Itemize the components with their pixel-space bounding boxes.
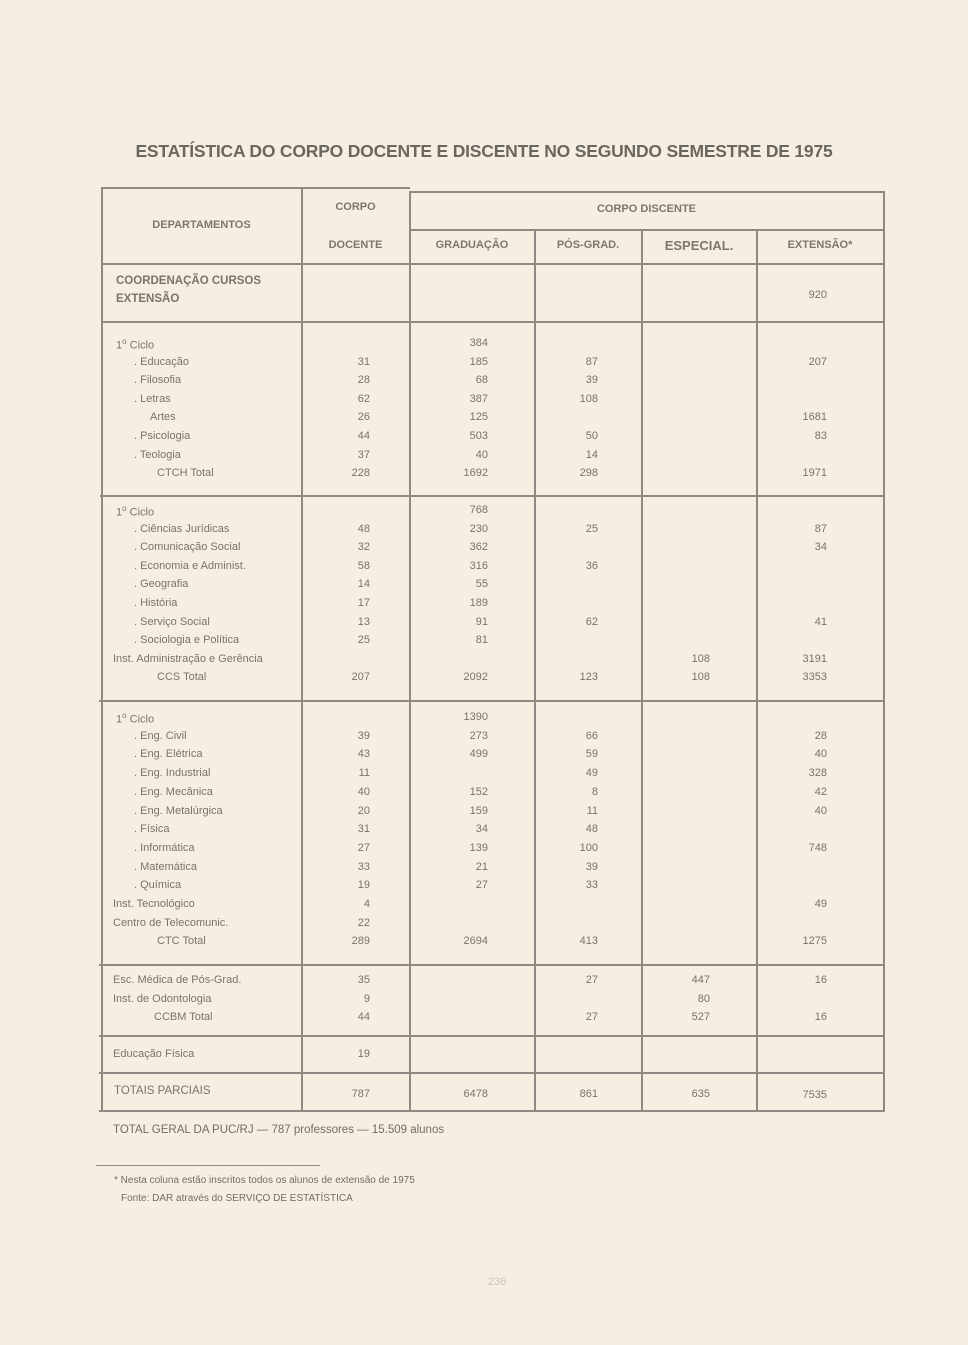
cell-docente: 20 — [357, 805, 370, 817]
table-top-border-left — [101, 187, 410, 189]
cell-docente: 19 — [357, 879, 370, 891]
row-label: 1$^o$ Ciclo — [116, 711, 155, 726]
cell-grad: 387 — [469, 393, 488, 405]
cell-pos: 27 — [585, 974, 598, 986]
page-title: ESTATÍSTICA DO CORPO DOCENTE E DISCENTE NO SEGUNDO SEMESTRE DE 1975 — [135, 141, 833, 161]
cell-pos: 123 — [579, 671, 598, 683]
row-label: 1$^o$ Ciclo — [116, 504, 155, 519]
row-label: . Letras — [134, 393, 171, 405]
total-geral: TOTAL GERAL DA PUC/RJ — 787 professores — 15.509 alunos — [113, 1124, 445, 1136]
cell-grad: 2092 — [463, 671, 488, 683]
totais-extensao: 7535 — [802, 1089, 827, 1101]
cell-docente: 62 — [357, 393, 370, 405]
cell-pos: 25 — [585, 523, 598, 535]
row-label: . Serviço Social — [134, 616, 210, 628]
cell-docente: 48 — [357, 523, 370, 535]
header-docente: DOCENTE — [328, 239, 383, 251]
row-label: . Matemática — [134, 861, 197, 873]
cell-docente: 39 — [357, 730, 370, 742]
cell-esp: 108 — [691, 671, 710, 683]
row-label: . Informática — [134, 842, 195, 854]
cell-ext: 40 — [814, 805, 827, 817]
cell-pos: 49 — [585, 767, 598, 779]
cell-esp: 527 — [691, 1011, 710, 1023]
row-total-label: CCBM Total — [154, 1011, 213, 1023]
cell-grad: 40 — [475, 449, 488, 461]
row-label: Inst. Tecnológico — [113, 898, 195, 910]
cell-ext: 49 — [814, 898, 827, 910]
cell-ext: 748 — [808, 842, 827, 854]
cell-ext: 42 — [814, 786, 827, 798]
cell-ext: 1275 — [802, 935, 827, 947]
cell-docente: 26 — [357, 411, 370, 423]
cell-ext: 16 — [814, 1011, 827, 1023]
cell-docente: 44 — [357, 430, 370, 442]
cell-docente: 35 — [357, 974, 370, 986]
row-label: . Teologia — [134, 449, 181, 461]
cell-pos: 39 — [585, 374, 598, 386]
cell-pos: 14 — [585, 449, 598, 461]
totais-graduacao: 6478 — [463, 1088, 488, 1100]
section-rule — [99, 964, 885, 966]
footnote-rule — [96, 1165, 320, 1166]
cell-docente: 58 — [357, 560, 370, 572]
cell-pos: 413 — [579, 935, 598, 947]
cell-docente: 4 — [363, 898, 370, 910]
cell-grad: 27 — [475, 879, 488, 891]
cell-pos: 62 — [585, 616, 598, 628]
cell-pos: 33 — [585, 879, 598, 891]
totais-especial: 635 — [691, 1088, 710, 1100]
row-label: Centro de Telecomunic. — [113, 917, 229, 929]
row-total-label: CTC Total — [157, 935, 206, 947]
row-total-label: CCS Total — [157, 671, 207, 683]
row-label: 1$^o$ Ciclo — [116, 337, 155, 352]
coordenacao-label-line1: COORDENAÇÃO CURSOS — [116, 275, 262, 287]
cell-ext: 1971 — [802, 467, 827, 479]
row-label: Artes — [150, 411, 176, 423]
cell-grad: 384 — [469, 337, 488, 349]
cell-pos: 298 — [579, 467, 598, 479]
footnote: * Nesta coluna estão inscritos todos os alunos de extensão de 1975 — [114, 1175, 415, 1186]
cell-pos: 8 — [591, 786, 598, 798]
cell-grad: 1692 — [463, 467, 488, 479]
table-top-border-right — [410, 191, 885, 193]
cell-esp: 108 — [691, 653, 710, 665]
coordenacao-extensao: 920 — [808, 289, 827, 301]
cell-grad: 768 — [469, 504, 488, 516]
cell-docente: 9 — [363, 993, 370, 1005]
cell-grad: 139 — [469, 842, 488, 854]
cell-pos: 11 — [586, 805, 598, 817]
cell-grad: 159 — [469, 805, 488, 817]
cell-grad: 230 — [469, 523, 488, 535]
cell-grad: 34 — [475, 823, 488, 835]
section-rule — [99, 1035, 885, 1037]
row-label: . Eng. Civil — [134, 730, 187, 742]
cell-ext: 3353 — [802, 671, 827, 683]
page-number: 236 — [488, 1276, 507, 1288]
coordenacao-label-line2: EXTENSÃO — [116, 293, 180, 305]
cell-grad: 189 — [469, 597, 488, 609]
row-label: . Educação — [134, 356, 190, 368]
cell-pos: 87 — [585, 356, 598, 368]
cell-docente: 19 — [357, 1048, 370, 1060]
cell-grad: 2694 — [463, 935, 488, 947]
cell-grad: 55 — [475, 578, 488, 590]
cell-ext: 83 — [814, 430, 827, 442]
header-corpo: CORPO — [335, 201, 376, 213]
cell-esp: 447 — [691, 974, 710, 986]
row-label: Educação Física — [113, 1048, 195, 1060]
row-label: . Ciências Jurídicas — [134, 523, 230, 535]
cell-grad: 21 — [475, 861, 488, 873]
row-label: . Filosofia — [134, 374, 182, 386]
cell-docente: 228 — [351, 467, 370, 479]
cell-docente: 44 — [357, 1011, 370, 1023]
row-total-label: CTCH Total — [157, 467, 214, 479]
cell-grad: 91 — [475, 616, 488, 628]
cell-ext: 40 — [814, 748, 827, 760]
row-label: . Eng. Elétrica — [134, 748, 203, 760]
discente-header-divider — [410, 229, 885, 231]
totais-pos-grad: 861 — [579, 1088, 598, 1100]
cell-pos: 27 — [585, 1011, 598, 1023]
row-label: . Eng. Industrial — [134, 767, 211, 779]
section-rule — [99, 700, 885, 702]
cell-pos: 108 — [579, 393, 598, 405]
cell-ext: 34 — [814, 541, 827, 553]
row-label: . Psicologia — [134, 430, 191, 442]
column-rule — [641, 229, 643, 1110]
table-left-border — [101, 187, 103, 1110]
column-rule — [301, 187, 303, 1110]
row-label: . Economia e Administ. — [134, 560, 246, 572]
cell-docente: 25 — [357, 634, 370, 646]
row-label: . Sociologia e Política — [134, 634, 240, 646]
cell-ext: 3191 — [802, 653, 827, 665]
cell-grad: 152 — [469, 786, 488, 798]
cell-docente: 13 — [357, 616, 370, 628]
header-departamentos: DEPARTAMENTOS — [152, 219, 251, 231]
section-rule — [100, 495, 885, 497]
cell-ext: 28 — [814, 730, 827, 742]
cell-pos: 39 — [585, 861, 598, 873]
cell-pos: 66 — [585, 730, 598, 742]
totais-docente: 787 — [351, 1088, 370, 1100]
cell-grad: 81 — [475, 634, 488, 646]
cell-grad: 68 — [475, 374, 488, 386]
cell-docente: 11 — [358, 767, 370, 779]
totais-label: TOTAIS PARCIAIS — [114, 1085, 211, 1097]
cell-esp: 80 — [697, 993, 710, 1005]
cell-ext: 207 — [808, 356, 827, 368]
header-corpo-discente: CORPO DISCENTE — [596, 203, 696, 215]
cell-ext: 1681 — [802, 411, 827, 423]
cell-docente: 43 — [357, 748, 370, 760]
cell-docente: 33 — [357, 861, 370, 873]
header-graduacao: GRADUAÇÃO — [435, 239, 509, 251]
table-right-border — [883, 191, 885, 1110]
row-label: Inst. Administração e Gerência — [113, 653, 263, 665]
cell-docente: 17 — [357, 597, 370, 609]
cell-docente: 22 — [357, 917, 370, 929]
cell-pos: 59 — [585, 748, 598, 760]
row-label: . Eng. Metalúrgica — [134, 805, 223, 817]
row-label: . Química — [134, 879, 182, 891]
column-rule — [409, 191, 411, 1110]
column-rule — [534, 229, 536, 1110]
row-label: Esc. Médica de Pós-Grad. — [113, 974, 242, 986]
header-extensao: EXTENSÃO* — [787, 239, 853, 251]
section-rule — [101, 321, 885, 323]
cell-grad: 499 — [469, 748, 488, 760]
header-bottom-rule — [101, 263, 885, 265]
row-label: . Comunicação Social — [134, 541, 241, 553]
cell-pos: 50 — [585, 430, 598, 442]
cell-docente: 37 — [357, 449, 370, 461]
cell-ext: 16 — [814, 974, 827, 986]
section-rule — [99, 1072, 885, 1074]
cell-docente: 14 — [357, 578, 370, 590]
cell-pos: 48 — [585, 823, 598, 835]
cell-docente: 207 — [351, 671, 370, 683]
header-especial: ESPECIAL. — [664, 238, 734, 253]
cell-grad: 273 — [469, 730, 488, 742]
cell-grad: 503 — [469, 430, 488, 442]
cell-docente: 289 — [351, 935, 370, 947]
header-pos-grad: PÓS-GRAD. — [556, 239, 620, 251]
cell-pos: 36 — [585, 560, 598, 572]
cell-grad: 125 — [469, 411, 488, 423]
cell-docente: 32 — [357, 541, 370, 553]
cell-ext: 87 — [814, 523, 827, 535]
cell-grad: 362 — [469, 541, 488, 553]
row-label: . História — [134, 597, 178, 609]
column-rule — [756, 229, 758, 1110]
cell-ext: 41 — [814, 616, 827, 628]
row-label: Inst. de Odontologia — [113, 993, 212, 1005]
cell-docente: 27 — [357, 842, 370, 854]
row-label: . Física — [134, 823, 170, 835]
cell-docente: 31 — [357, 823, 370, 835]
cell-grad: 1390 — [463, 711, 488, 723]
cell-docente: 31 — [357, 356, 370, 368]
cell-grad: 316 — [469, 560, 488, 572]
cell-grad: 185 — [469, 356, 488, 368]
cell-docente: 40 — [357, 786, 370, 798]
cell-pos: 100 — [579, 842, 598, 854]
cell-ext: 328 — [808, 767, 827, 779]
row-label: . Geografia — [134, 578, 189, 590]
table-bottom-border — [99, 1110, 885, 1112]
cell-docente: 28 — [357, 374, 370, 386]
fonte: Fonte: DAR através do SERVIÇO DE ESTATÍSTICA — [121, 1193, 353, 1204]
row-label: . Eng. Mecânica — [134, 786, 213, 798]
